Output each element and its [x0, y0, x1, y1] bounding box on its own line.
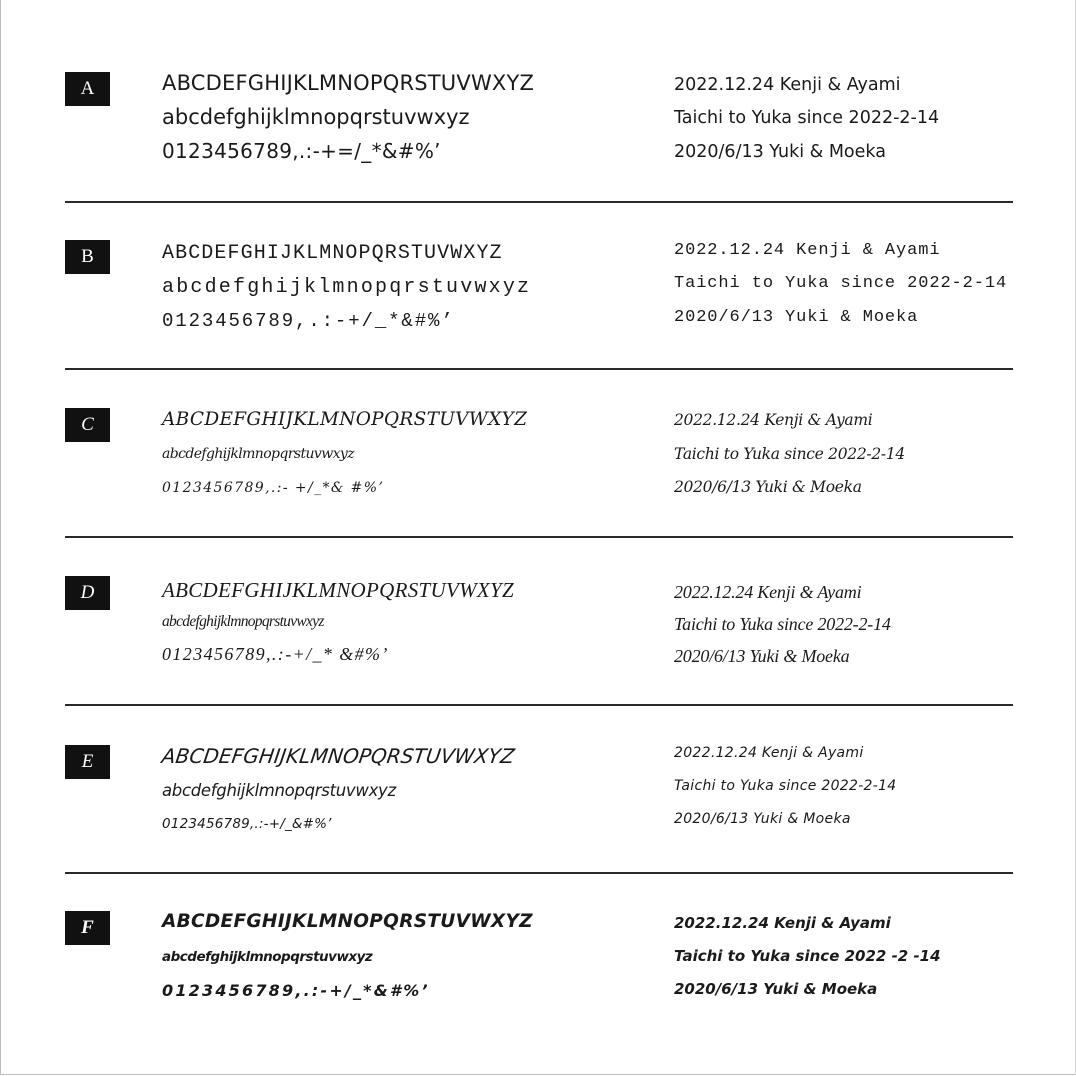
example-line: 2020/6/13 Yuki & Moeka — [674, 980, 878, 998]
row-divider — [65, 872, 1013, 874]
example-line: 2020/6/13 Yuki & Moeka — [674, 478, 862, 496]
example-line: Taichi to Yuka since 2022-2-14 — [674, 274, 1008, 293]
example-line: 2020/6/13 Yuki & Moeka — [674, 308, 919, 327]
uppercase-sample: ABCDEFGHIJKLMNOPQRSTUVWXYZ — [162, 242, 503, 265]
example-line: Taichi to Yuka since 2022 -2 -14 — [674, 947, 941, 965]
symbols-sample: 0123456789,.:-+/_*&#%’ — [162, 981, 430, 1000]
font-style-row-c[interactable] — [0, 404, 1076, 572]
uppercase-sample: ABCDEFGHIJKLMNOPQRSTUVWXYZ — [162, 578, 514, 602]
uppercase-sample: ABCDEFGHIJKLMNOPQRSTUVWXYZ — [162, 71, 535, 95]
style-badge: B — [65, 240, 110, 274]
example-line: Taichi to Yuka since 2022-2-14 — [674, 108, 940, 128]
example-line: 2020/6/13 Yuki & Moeka — [674, 142, 886, 162]
example-line: 2022.12.24 Kenji & Ayami — [674, 745, 864, 761]
font-style-row-e[interactable] — [0, 741, 1076, 909]
style-badge: F — [65, 911, 110, 945]
lowercase-sample: abcdefghijklmnopqrstuvwxyz — [162, 105, 470, 129]
example-line: 2022.12.24 Kenji & Ayami — [674, 75, 901, 95]
symbols-sample: 0123456789,.:- +/_*& #%’ — [162, 480, 385, 496]
font-style-row-f[interactable] — [0, 908, 1076, 1076]
style-badge: D — [65, 576, 110, 610]
symbols-sample: 0123456789,.:-+/_&#%’ — [162, 816, 332, 832]
example-line: 2022.12.24 Kenji & Ayami — [674, 411, 873, 429]
font-style-row-b[interactable] — [0, 236, 1076, 404]
style-badge: A — [65, 72, 110, 106]
row-divider — [65, 536, 1013, 538]
row-divider — [65, 201, 1013, 203]
lowercase-sample: abcdefghijklmnopqrstuvwxyz — [162, 276, 532, 299]
example-line: 2022.12.24 Kenji & Ayami — [674, 914, 891, 932]
lowercase-sample: abcdefghijklmnopqrstuvwxyz — [162, 949, 373, 965]
example-line: 2022.12.24 Kenji & Ayami — [674, 241, 941, 260]
style-badge: C — [65, 408, 110, 442]
style-badge: E — [65, 745, 110, 779]
symbols-sample: 0123456789,.:-+/_*&#%’ — [162, 310, 455, 332]
example-line: 2020/6/13 Yuki & Moeka — [674, 646, 850, 666]
lowercase-sample: abcdefghijklmnopqrstuvwxyz — [162, 613, 324, 630]
symbols-sample: 0123456789,.:-+=/_*&#%’ — [162, 139, 441, 163]
uppercase-sample: ABCDEFGHIJKLMNOPQRSTUVWXYZ — [162, 409, 528, 430]
example-line: 2022.12.24 Kenji & Ayami — [674, 582, 862, 602]
uppercase-sample: ABCDEFGHIJKLMNOPQRSTUVWXYZ — [160, 744, 517, 768]
lowercase-sample: abcdefghijklmnopqrstuvwxyz — [162, 781, 396, 800]
example-line: 2020/6/13 Yuki & Moeka — [674, 811, 851, 827]
example-line: Taichi to Yuka since 2022-2-14 — [674, 614, 891, 634]
lowercase-sample: abcdefghijklmnopqrstuvwxyz — [162, 446, 354, 462]
row-divider — [65, 704, 1013, 706]
example-line: Taichi to Yuka since 2022-2-14 — [674, 778, 897, 794]
row-divider — [65, 368, 1013, 370]
uppercase-sample: ABCDEFGHIJKLMNOPQRSTUVWXYZ — [162, 911, 533, 932]
font-style-row-a[interactable] — [0, 68, 1076, 236]
symbols-sample: 0123456789,.:-+/_* &#%’ — [162, 644, 389, 664]
example-line: Taichi to Yuka since 2022-2-14 — [674, 445, 905, 463]
font-style-row-d[interactable] — [0, 572, 1076, 740]
